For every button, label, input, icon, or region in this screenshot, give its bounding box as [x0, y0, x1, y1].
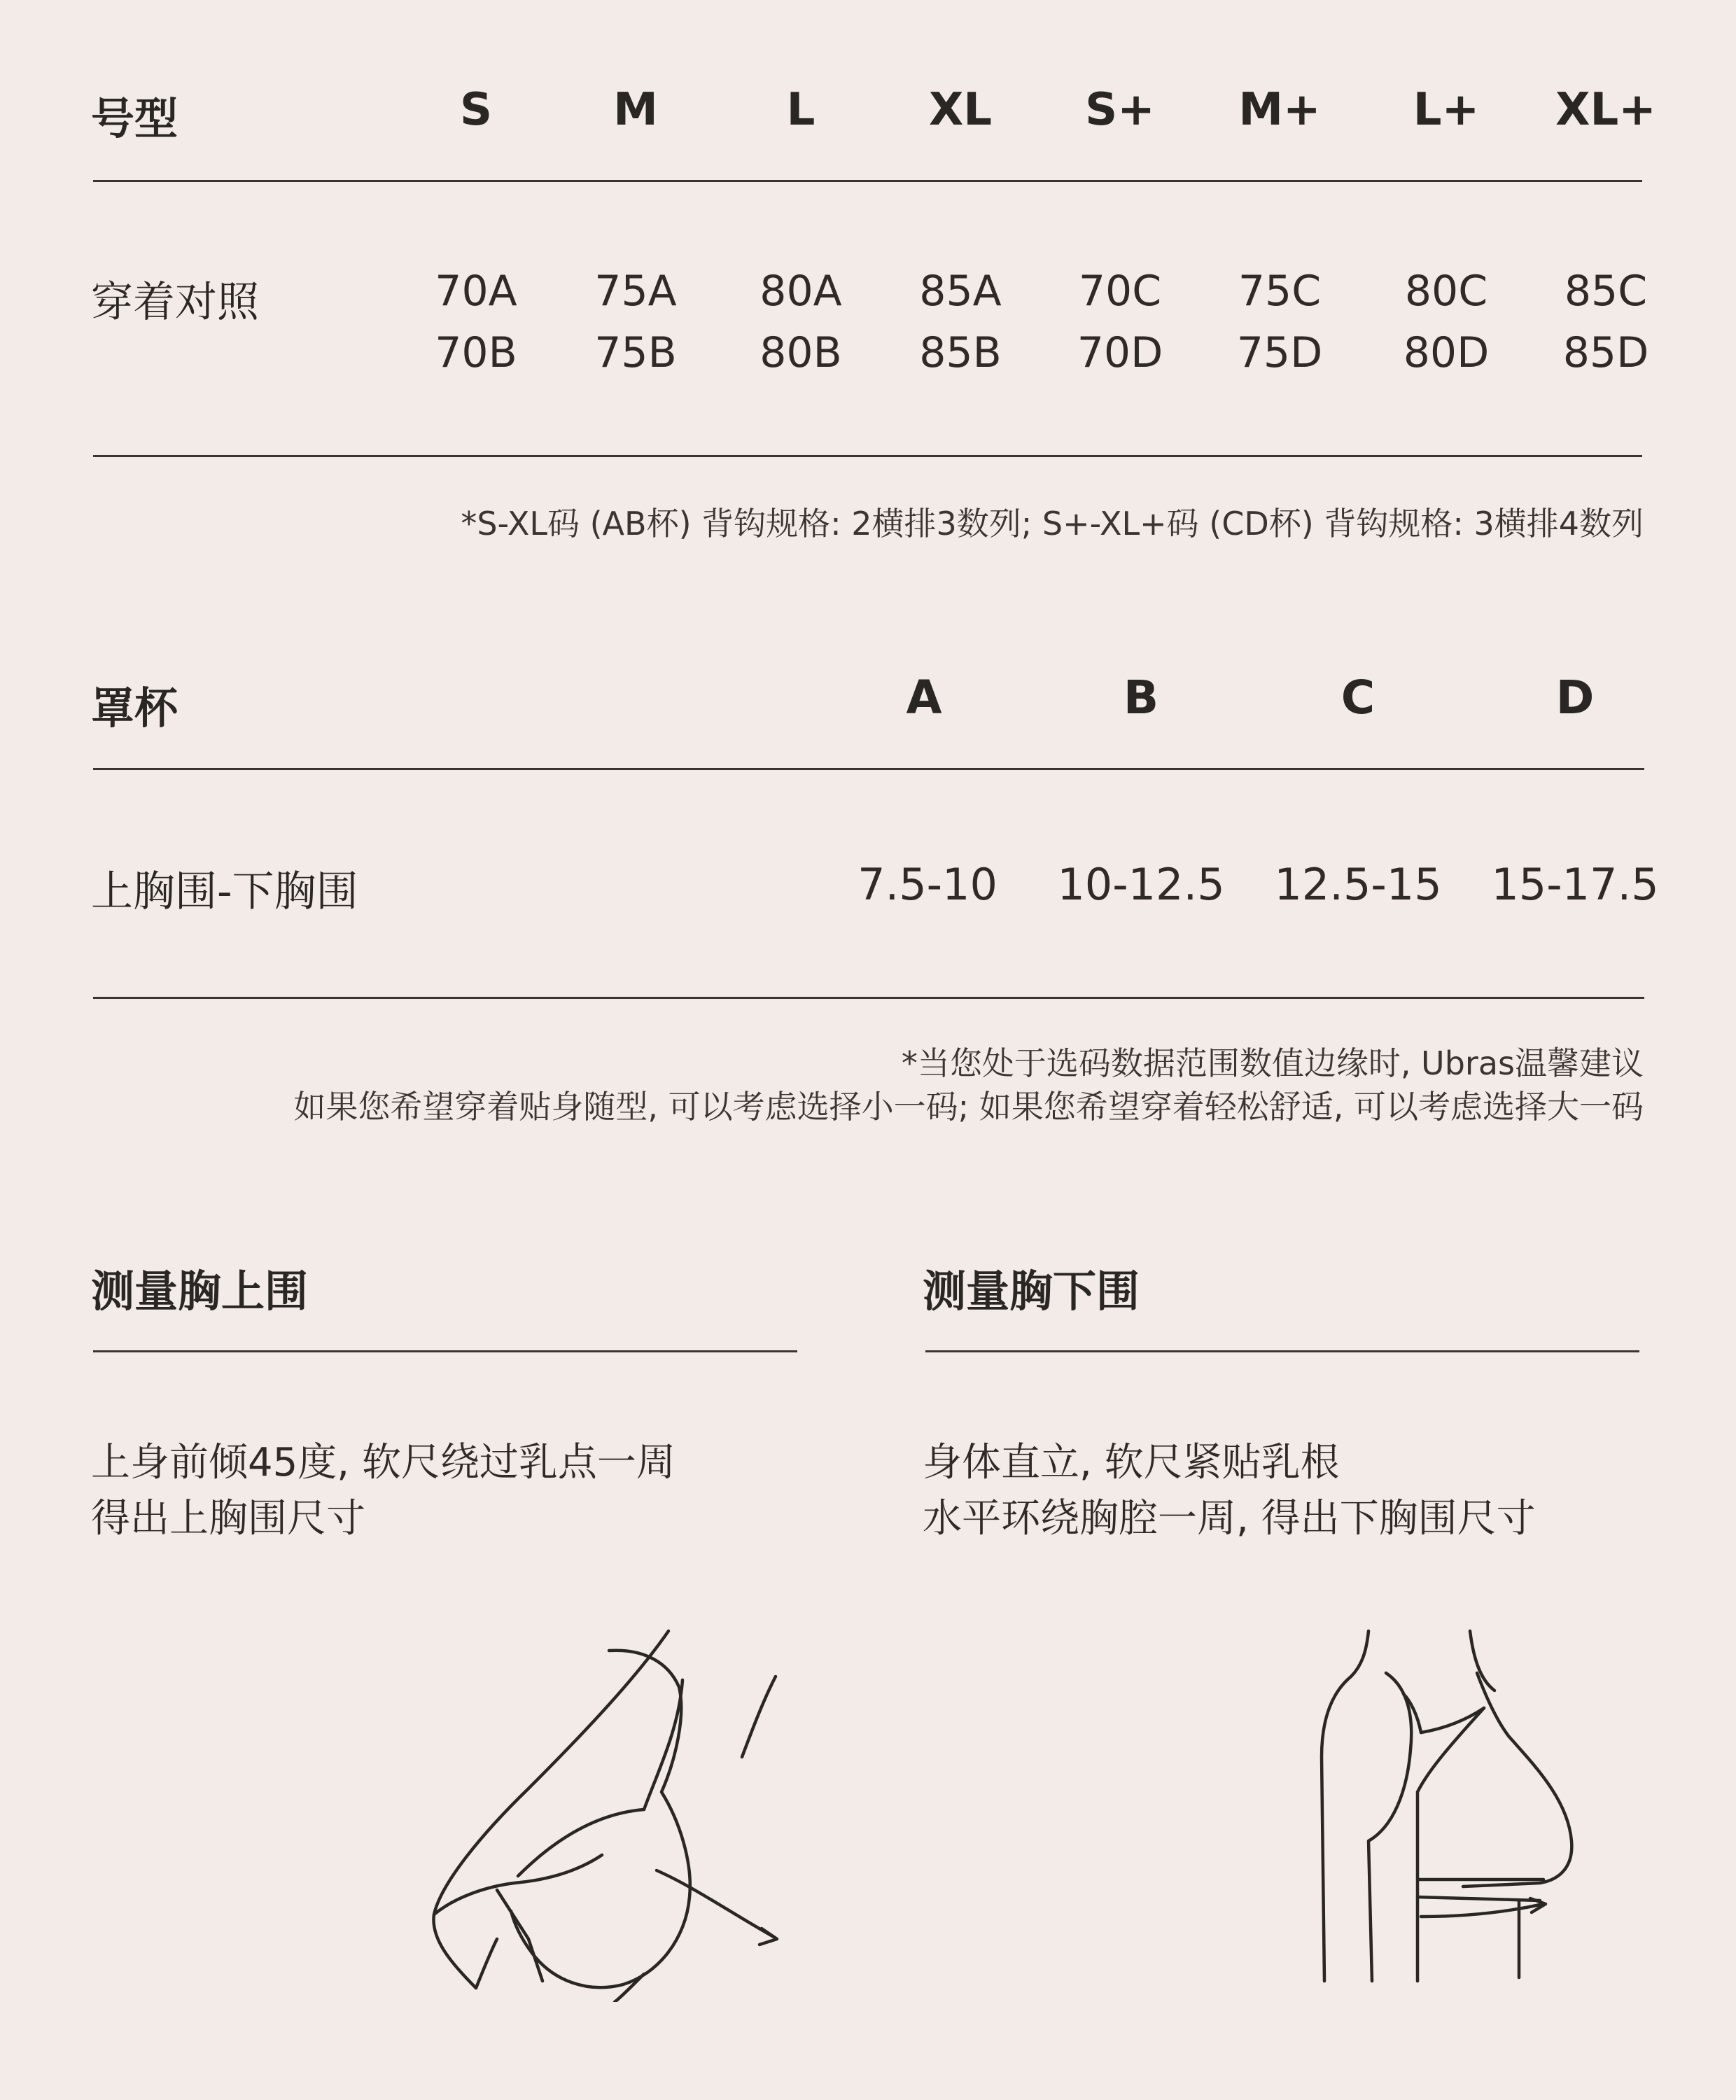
divider [93, 1350, 797, 1352]
cup-header-c: C [1340, 671, 1376, 724]
size-advice-note [293, 1042, 1644, 1128]
hook-spec-note: *S-XL码 (AB杯) 背钩规格: 2横排3数列; S+-XL+码 (CD杯) 背钩规格: 3横排4数列 [461, 505, 1644, 542]
wear-value-xl-plus: 85C 85D [1562, 267, 1649, 377]
size-header-s-plus: S+ [1085, 84, 1155, 136]
bust-diff-c: 12.5-15 [1274, 859, 1442, 910]
wear-value-l-plus: 80C 80D [1403, 267, 1490, 377]
cup-header-d: D [1555, 671, 1595, 724]
divider [925, 1350, 1639, 1352]
size-header-s: S [459, 84, 493, 136]
wear-value-s: 70A 70B [435, 267, 517, 377]
cup-row-header: 罩杯 [91, 682, 178, 734]
size-row-header: 号型 [91, 93, 178, 144]
wear-value-m: 75A 75B [594, 267, 677, 377]
wear-row-label: 穿着对照 [91, 278, 259, 327]
bust-diff-a: 7.5-10 [858, 859, 997, 910]
measure-upper-title: 测量胸上围 [91, 1266, 309, 1317]
size-header-l-plus: L+ [1413, 84, 1480, 136]
divider [93, 455, 1642, 457]
size-header-m-plus: M+ [1238, 84, 1321, 136]
size-header-l: L [786, 84, 816, 136]
measure-lower-desc: 身体直立, 软尺紧贴乳根 水平环绕胸腔一周, 得出下胸围尺寸 [923, 1440, 1536, 1541]
under-bust-illustration [1302, 1624, 1596, 1988]
bust-diff-d: 15-17.5 [1491, 859, 1659, 910]
bust-diff-label: 上胸围-下胸围 [91, 867, 358, 916]
divider [93, 180, 1642, 182]
divider [93, 997, 1644, 999]
measure-lower-title: 测量胸下围 [923, 1266, 1140, 1317]
cup-header-a: A [906, 671, 942, 724]
size-advice-line1: *当您处于选码数据范围数值边缘时, Ubras温馨建议 [901, 1044, 1644, 1082]
wear-value-xl: 85A 85B [919, 267, 1002, 377]
size-header-xl-plus: XL+ [1555, 84, 1656, 136]
size-header-xl: XL [928, 84, 993, 136]
bust-diff-b: 10-12.5 [1057, 859, 1225, 910]
size-advice-line2: 如果您希望穿着贴身随型, 可以考虑选择小一码; 如果您希望穿着轻松舒适, 可以考虑选择大一码 [293, 1088, 1644, 1126]
wear-value-s-plus: 70C 70D [1077, 267, 1163, 377]
divider [93, 768, 1644, 770]
upper-bust-illustration [392, 1610, 826, 2002]
wear-value-l: 80A 80B [760, 267, 842, 377]
measure-upper-desc: 上身前倾45度, 软尺绕过乳点一周 得出上胸围尺寸 [91, 1440, 676, 1541]
wear-value-m-plus: 75C 75D [1236, 267, 1323, 377]
size-header-m: M [613, 84, 658, 136]
cup-header-b: B [1123, 671, 1159, 724]
